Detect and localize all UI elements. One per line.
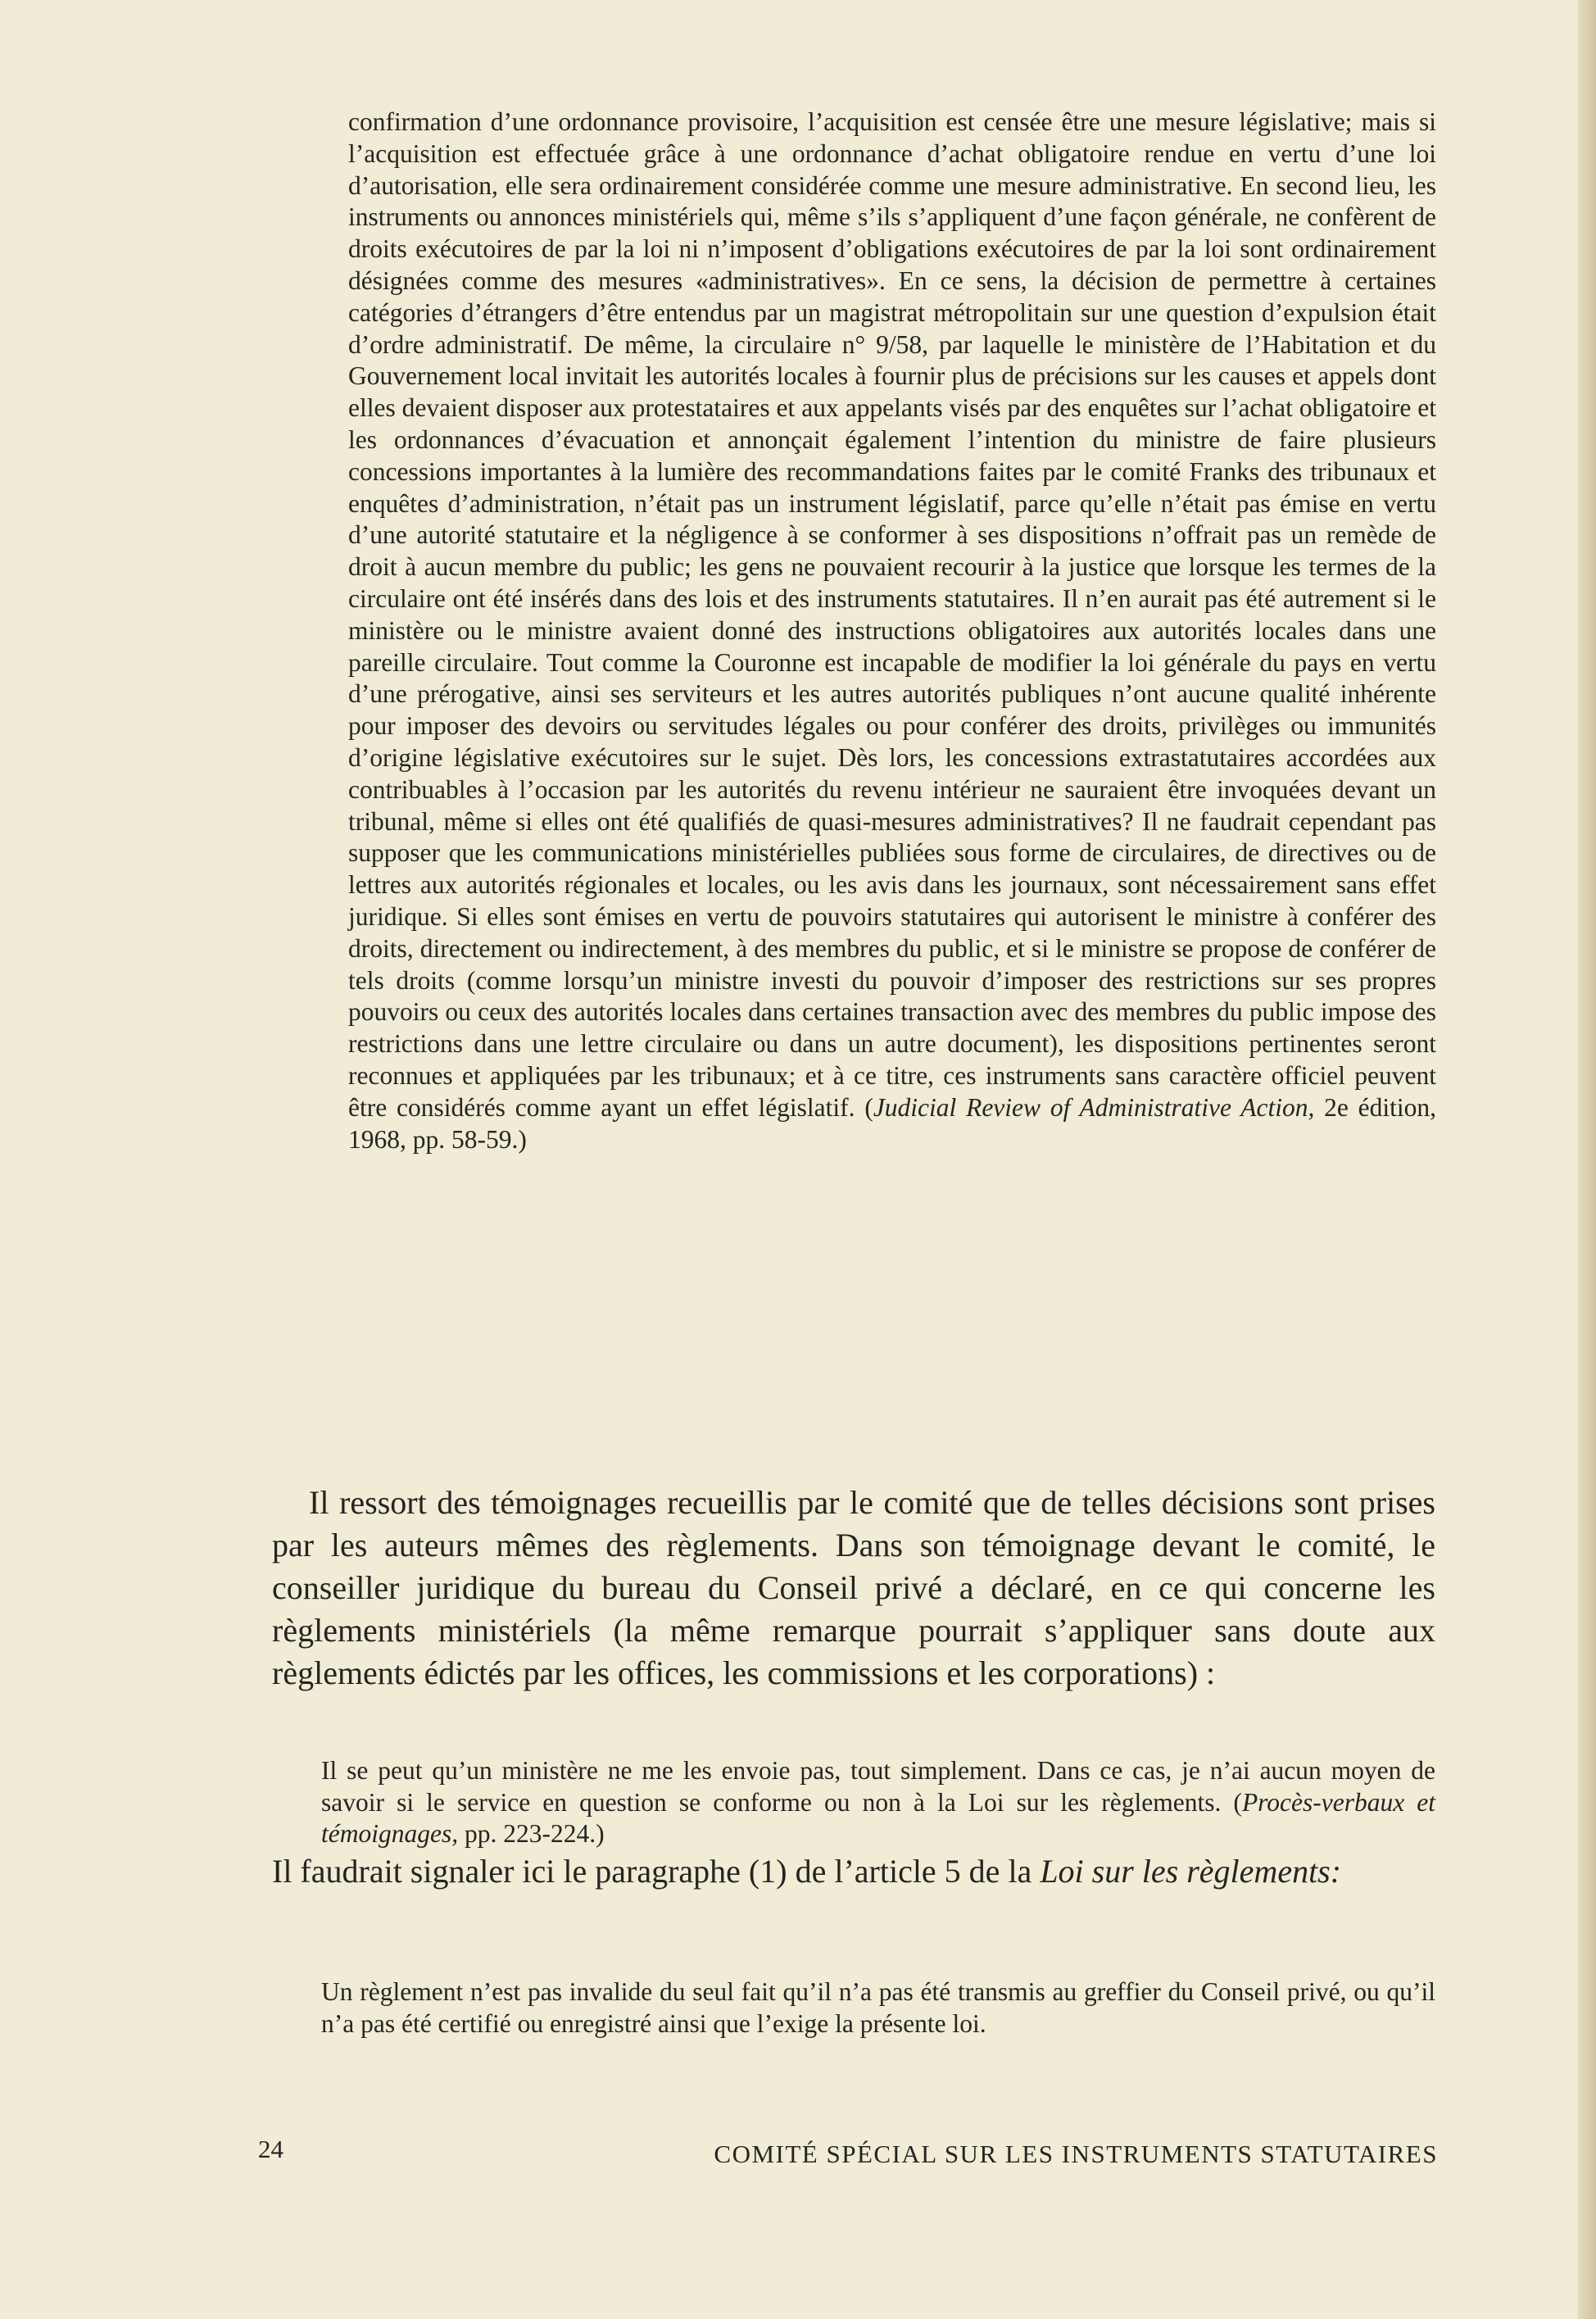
body-paragraph-2 bbox=[272, 1850, 1435, 1893]
quotation-2-pages: pp. 223-224.) bbox=[458, 1819, 605, 1848]
body-paragraph-1-text: Il ressort des témoignages recueillis par le comité que de telles décisions sont prises par les auteurs mêmes des règlements. Dans son témoignage devant le comité, le conseiller juridique du bureau du Conseil privé a déclaré, en ce qui concerne les règlements ministériels (la même remarque pourrait s’appliquer sans doute aux règlements édictés par les offices, les commissions et les corporations) : bbox=[272, 1484, 1435, 1691]
quotation-paragraph bbox=[348, 107, 1436, 1155]
quotation-2-source: Procès-verbaux et témoignages, bbox=[321, 1787, 1435, 1848]
running-title: COMITÉ SPÉCIAL SUR LES INSTRUMENTS STATUTAIRES bbox=[714, 2140, 1438, 2168]
quotation-text: confirmation d’une ordonnance provisoire, l’acquisition est censée être une mesure législative; mais si l’acquisition est effectuée grâce à une ordonnance d’achat obligatoire rendue en vertu d’une loi d’autorisation, elle sera ordinairement considérée comme une mesure administrative. En second lieu, les instruments ou annonces ministériels qui, même s’ils s’appliquent d’une façon générale, ne confèrent de droits exécutoires de par la loi ni n’imposent d’obligations exécutoires de par la loi sont ordinairement désignées comme des mesures «administratives». En ce sens, la décision de permettre à certaines catégories d’étrangers d’être entendus par un magistrat métropolitain sur une question d’expulsion était d’ordre administratif. De même, la circulaire n° 9/58, par laquelle le ministère de l’Habitation et du Gouvernement local invitait les autorités locales à fournir plus de précisions sur les causes et appels dont elles devaient disposer aux protestataires et aux appelants visés par des enquêtes sur l’achat obligatoire et les ordonnances d’évacuation et annonçait également l’intention du ministre de faire plusieurs concessions importantes à la lumière des recommandations faites par le comité Franks des tribunaux et enquêtes d’administration, n’était pas un instrument législatif, parce qu’elle n’était pas émise en vertu d’une autorité statutaire et la négligence à se conformer à ses dispositions n’offrait pas un remède de droit à aucun membre du public; les gens ne pouvaient recourir à la justice que lorsque les termes de la circulaire ont été insérés dans des lois et des instruments statutaires. Il n’en aurait pas été autrement si le ministère ou le ministre avaient donné des instructions obligatoires aux autorités locales dans une pareille circulaire. Tout comme la Couronne est incapable de modifier la loi générale du pays en vertu d’une prérogative, ainsi ses serviteurs et les autres autorités publiques n’ont aucune qualité inhérente pour imposer des devoirs ou servitudes légales ou pour conférer des droits, privilèges ou immunités d’origine législative exécutoires sur le sujet. Dès lors, les concessions extrastatutaires accordées aux contribuables à l’occasion par les autorités du revenu intérieur ne sauraient être invoquées devant un tribunal, même si elles ont été qualifiés de quasi-mesures administratives? Il ne faudrait cependant pas supposer que les communications ministérielles publiées sous forme de circulaires, de directives ou de lettres aux autorités régionales et locales, ou les avis dans les journaux, sont nécessairement sans effet juridique. Si elles sont émises en vertu de pouvoirs statutaires qui autorisent le ministre à conférer des droits, directement ou indirectement, à des membres du public, et si le ministre se propose de conférer de tels droits (comme lorsqu’un ministre investi du pouvoir d’imposer des restrictions sur ses propres pouvoirs ou ceux des autorités locales dans certaines transaction avec des membres du public impose des restrictions dans une lettre circulaire ou dans un autre document), les dispositions pertinentes seront reconnues et appliquées par les tribunaux; et à ce titre, ces instruments sans caractère officiel peuvent être considérés comme ayant un effet législatif. ( bbox=[348, 107, 1436, 1122]
quotation-2 bbox=[321, 1755, 1435, 1850]
page-edge bbox=[1578, 0, 1596, 2319]
quotation-3-text: Un règlement n’est pas invalide du seul fait qu’il n’a pas été transmis au greffier du Conseil privé, ou qu’il n’a pas été certifié ou enregistré ainsi que l’exige la présente loi. bbox=[321, 1977, 1435, 2038]
page-footer bbox=[258, 2135, 1438, 2176]
citation-title: Judicial Review of Administrative Action, bbox=[873, 1092, 1315, 1122]
body-paragraph-2-text: Il faudrait signaler ici le paragraphe (1) de l’article 5 de la bbox=[272, 1853, 1041, 1890]
quotation-2-text: Il se peut qu’un ministère ne me les envoie pas, tout simplement. Dans ce cas, je n’ai aucun moyen de savoir si le service en question se conforme ou non à la Loi sur les règlements. ( bbox=[321, 1756, 1435, 1817]
page-number: 24 bbox=[258, 2135, 283, 2163]
block-quotation bbox=[348, 107, 1436, 1155]
quotation-3 bbox=[321, 1976, 1435, 2040]
act-title: Loi sur les règlements: bbox=[1040, 1853, 1342, 1890]
citation-edition: 2e édition, 1968, pp. 58-59.) bbox=[348, 1092, 1437, 1154]
body-paragraph-1 bbox=[272, 1482, 1435, 1695]
